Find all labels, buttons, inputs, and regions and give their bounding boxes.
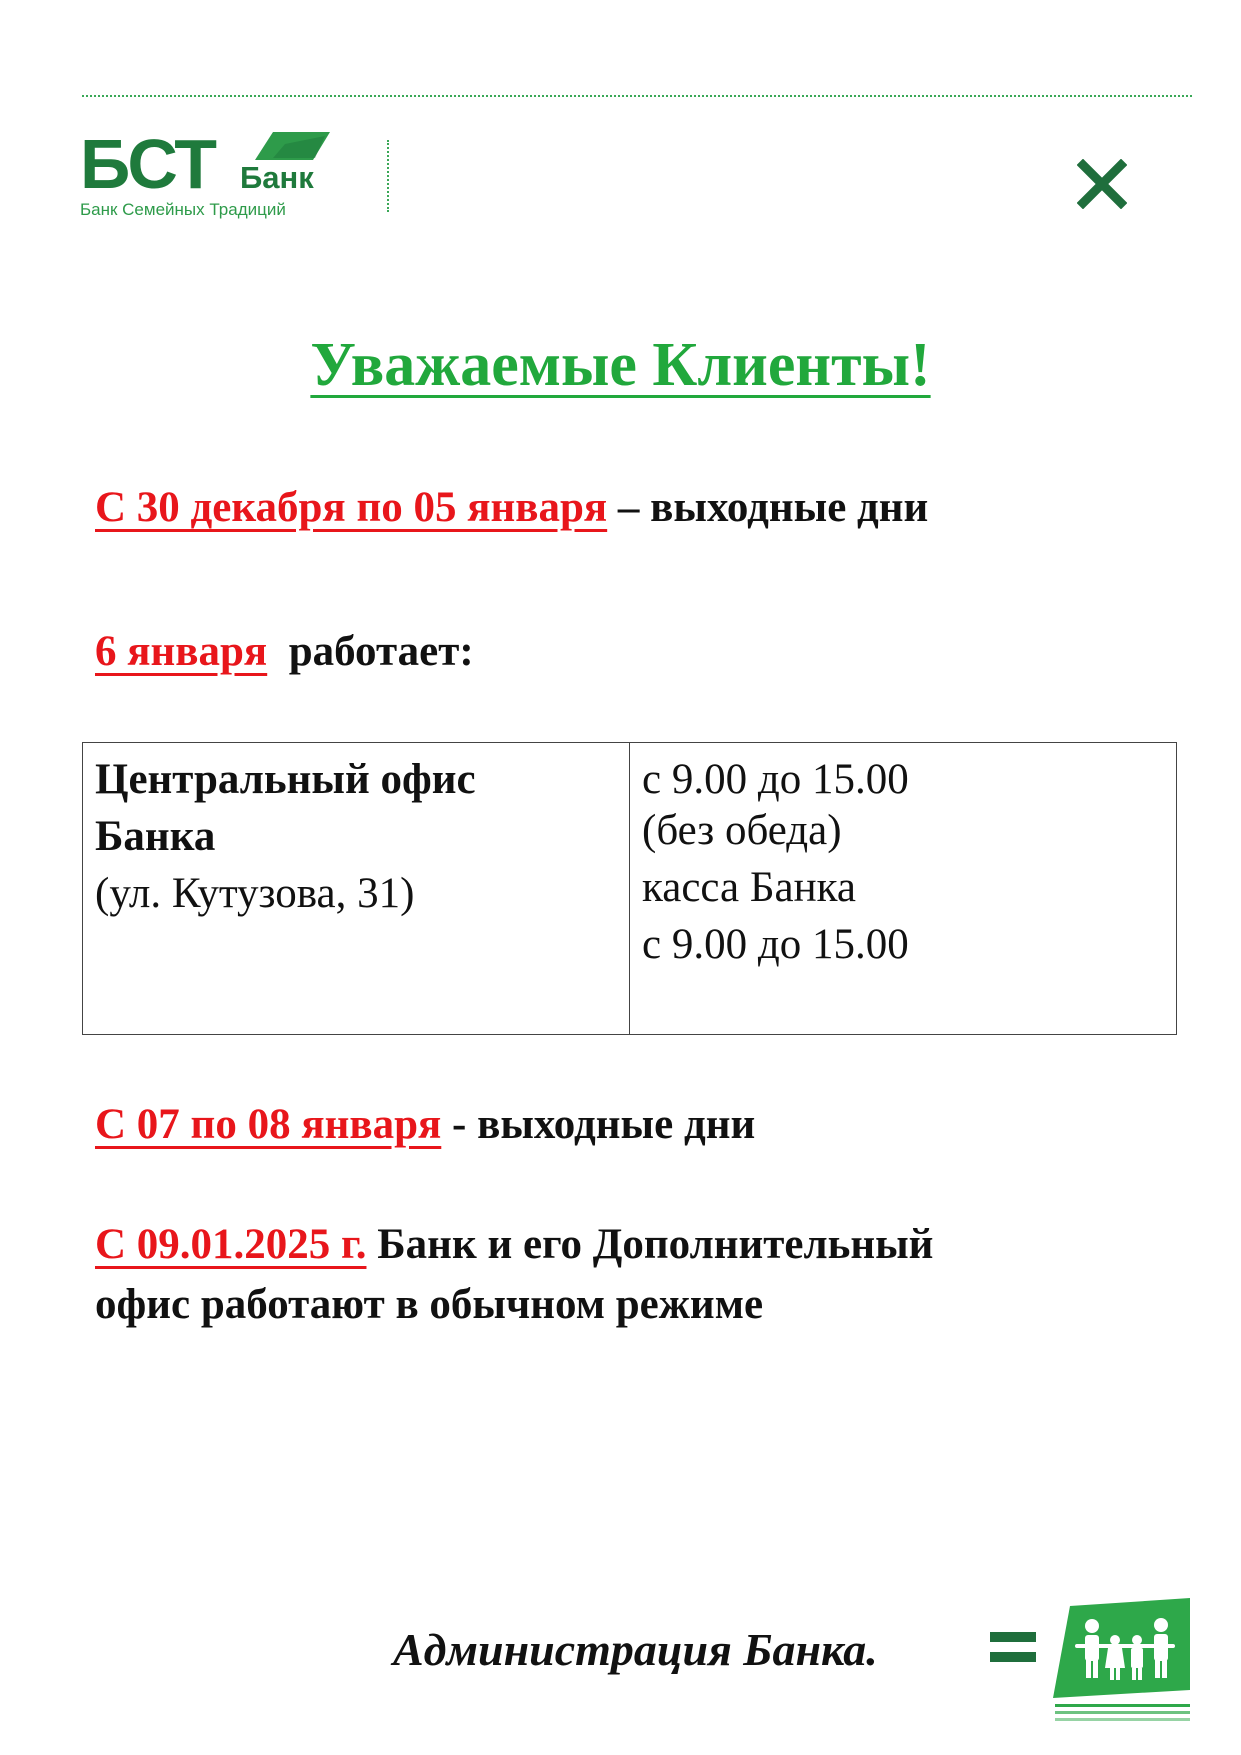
family-logo-icon — [1045, 1598, 1190, 1723]
schedule-table — [82, 742, 1177, 1035]
page-title: Уважаемые Клиенты! — [310, 331, 931, 399]
logo-flag-icon — [255, 132, 330, 162]
cash-hours: с 9.00 до 15.00 — [642, 921, 909, 968]
office-cell — [83, 743, 630, 1035]
logo-divider — [387, 140, 389, 212]
office-name-cont: Банка — [95, 813, 216, 860]
hours-text: с 9.00 до 15.00 — [642, 756, 909, 803]
notice-date: С 09.01.2025 г. — [95, 1221, 367, 1268]
notice-holidays-1 — [95, 478, 1175, 538]
notice-line-1 — [95, 1215, 1175, 1275]
bank-logo — [80, 125, 335, 225]
notice-date: 6 января — [95, 628, 268, 675]
logo-bst-text: БСТ — [80, 125, 215, 203]
office-address: (ул. Кутузова, 31) — [95, 870, 415, 917]
top-dotted-rule — [82, 95, 1192, 97]
notice-line-2: офис работают в обычном режиме — [95, 1281, 764, 1328]
notice-date: С 07 по 08 января — [95, 1101, 442, 1148]
notice-text: Банк и его Дополнительный — [366, 1221, 934, 1268]
hours-cell — [630, 743, 1177, 1035]
cash-label: касса Банка — [642, 864, 856, 911]
notice-holidays-2 — [95, 1095, 1175, 1155]
table-row — [83, 743, 1177, 1035]
notice-working-day — [95, 622, 1175, 682]
notice-text: - выходные дни — [441, 1101, 756, 1148]
notice-date: С 30 декабря по 05 января — [95, 484, 608, 531]
notice-text: работает: — [288, 628, 474, 675]
signature: Администрация Банка. — [393, 1624, 878, 1675]
office-name: Центральный офис — [95, 756, 476, 803]
notice-text: – выходные дни — [607, 484, 929, 531]
close-icon[interactable] — [1077, 159, 1127, 209]
equals-icon — [990, 1630, 1036, 1666]
logo-bank-text: Банк — [240, 160, 314, 195]
logo-subtitle: Банк Семейных Традиций — [80, 200, 286, 219]
notice-regular-mode — [95, 1215, 1175, 1335]
hours-note: (без обеда) — [642, 807, 842, 854]
